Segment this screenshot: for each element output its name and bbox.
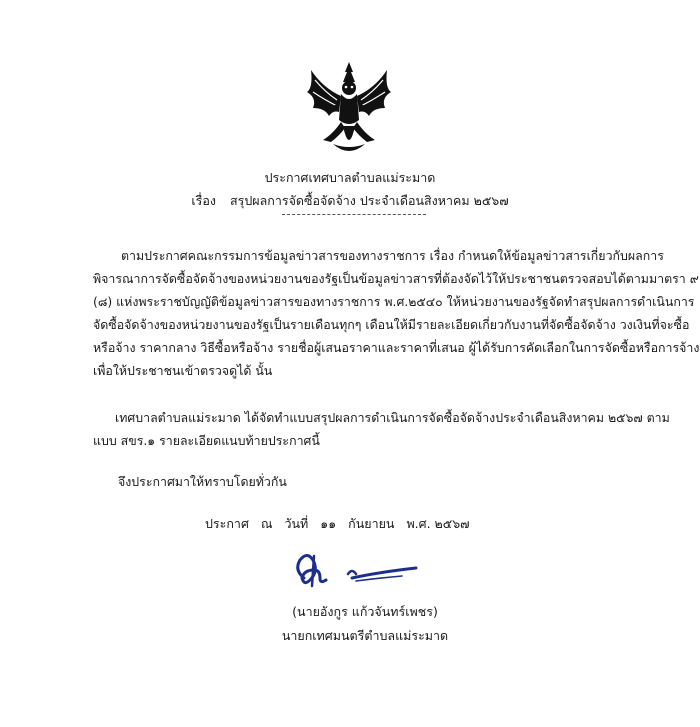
handwritten-signature-icon (290, 548, 420, 594)
announcement-title: ประกาศเทศบาลตำบลแม่ระมาด (264, 170, 436, 185)
date-day: ๑๑ (320, 516, 337, 531)
subject-text: สรุปผลการจัดซื้อจัดจ้าง ประจำเดือนสิงหาคม ๒๕๖๗ (230, 193, 509, 208)
paragraph-1-line: (๘) แห่งพระราชบัญญัติข้อมูลข่าวสารของทางราชการ พ.ศ.๒๕๔๐ ให้หน่วยงานของรัฐจัดทำสรุปผลการดำเนินการ (93, 294, 695, 309)
date-label: ประกาศ (205, 516, 249, 531)
paragraph-2-line: แบบ สขร.๑ รายละเอียดแนบท้ายประกาศนี้ (93, 433, 320, 448)
title-divider (282, 214, 426, 216)
paragraph-1-line: พิจารณาการจัดซื้อจัดจ้างของหน่วยงานของรัฐเป็นข้อมูลข่าวสารที่ต้องจัดไว้ให้ประชาชนตรวจสอบได้ตามมาตรา ๙ (93, 271, 699, 286)
date-at: ณ (260, 516, 273, 531)
subject-label: เรื่อง (191, 193, 216, 208)
paragraph-1-line: หรือจ้าง ราคากลาง วิธีซื้อหรือจ้าง รายชื่อผู้เสนอราคาและราคาที่เสนอ ผู้ได้รับการคัดเลือกในการจัดซื้อหรือการจ้าง (93, 340, 700, 355)
paragraph-1-line: เพื่อให้ประชาชนเข้าตรวจดูได้ นั้น (93, 363, 273, 378)
date-month: กันยายน (348, 516, 395, 531)
paragraph-1-line: จัดซื้อจัดจ้างของหน่วยงานของรัฐเป็นรายเดือนทุกๆ เดือนให้มีรายละเอียดเกี่ยวกับงานที่จัดซื้อจัดจ้าง วงเงินที่จะซื้อ (93, 317, 690, 332)
announcement-date (205, 514, 478, 534)
paragraph-1-line: ตามประกาศคณะกรรมการข้อมูลข่าวสารของทางราชการ เรื่อง กำหนดให้ข้อมูลข่าวสารเกี่ยวกับผลการ (121, 248, 664, 263)
paragraph-2 (93, 406, 670, 452)
closing-statement: จึงประกาศมาให้ทราบโดยทั่วกัน (118, 474, 287, 489)
signer-position: นายกเทศมนตรีตำบลแม่ระมาด (281, 628, 449, 643)
paragraph-2-line: เทศบาลตำบลแม่ระมาด ได้จัดทำแบบสรุปผลการดำเนินการจัดซื้อจัดจ้างประจำเดือนสิงหาคม ๒๕๖๗ ตาม (115, 410, 670, 425)
paragraph-1 (93, 244, 700, 382)
garuda-emblem-icon (303, 58, 395, 158)
date-day-label: วันที่ (284, 516, 309, 531)
announcement-subject (0, 191, 700, 211)
signer-name: (นายอังกูร แก้วจันทร์เพชร) (292, 604, 438, 619)
date-year: พ.ศ. ๒๕๖๗ (406, 516, 470, 531)
